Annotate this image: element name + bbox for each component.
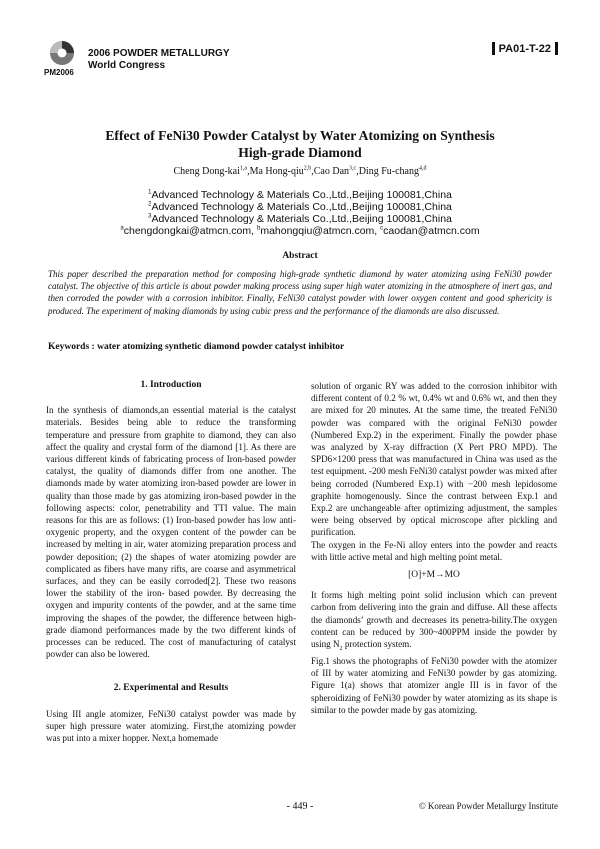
title-line-1: Effect of FeNi30 Powder Catalyst by Water Atomizing on Synthesis bbox=[105, 128, 495, 143]
right-paragraph: The oxygen in the Fe-Ni alloy enters into the powder and reacts with little active metal and high melting point metal. bbox=[311, 539, 557, 562]
right-paragraph: Fig.1 shows the photographs of FeNi30 powder with the atomizer of III by water atomizing and FeNi30 powder by gas atomizing. Figure 1(a) shows that atomizer angle III is in favor of the spheroidizing of FeNi30 powder by water atomizing as its shape is similar to the powder made by gas atomizing. bbox=[311, 656, 557, 715]
left-column bbox=[46, 379, 296, 744]
conference-line-2: World Congress bbox=[88, 60, 166, 71]
logo-text: PM2006 bbox=[44, 68, 74, 77]
author-sup: 1,a bbox=[239, 165, 248, 172]
author-name: Ding Fu-chang bbox=[358, 166, 419, 177]
affiliation-line: $^3$Advanced Technology & Materials Co.,Ltd.,Beijing 100081,China bbox=[148, 213, 452, 225]
author-name: Ma Hong-qiu bbox=[249, 166, 304, 177]
author-name: Cao Dan bbox=[313, 166, 350, 177]
pm2006-logo-icon bbox=[44, 40, 80, 86]
badge-bar-icon bbox=[492, 42, 495, 55]
paper-title bbox=[40, 127, 560, 161]
affiliations bbox=[40, 189, 560, 237]
email-link[interactable]: caodan@atmcn.com bbox=[383, 225, 480, 237]
keywords: Keywords : water atomizing synthetic diamond powder catalyst inhibitor bbox=[48, 342, 345, 352]
experimental-text: Using III angle atomizer, FeNi30 catalyst powder was made by super high pressure water atomizing. First,the atomizing powder was put into a mixer hopper. Next,a homemade bbox=[46, 708, 296, 744]
equation: [O]+M→MO bbox=[408, 570, 460, 581]
page-number: - 449 - bbox=[286, 801, 314, 812]
author-name: Cheng Dong-kai bbox=[173, 166, 240, 177]
affiliation-line: $^2$Advanced Technology & Materials Co.,Ltd.,Beijing 100081,China bbox=[148, 201, 452, 213]
author-sup: 2,b bbox=[303, 165, 312, 172]
paper-id-badge bbox=[492, 42, 558, 55]
right-paragraph: It forms high melting point solid inclusion which can prevent carbon from delivering into the grain and diffuse. All these affects the diamonds’ growth and decreases its penetra-bility.The oxygen content can be reduced by 300~400PPM inside the powder by using $N_2$ protection system. bbox=[311, 590, 557, 652]
right-column bbox=[311, 380, 557, 716]
email-link[interactable]: chengdongkai@atmcn.com bbox=[123, 225, 252, 237]
badge-bar-icon bbox=[555, 42, 558, 55]
section-heading-experimental: 2. Experimental and Results bbox=[113, 683, 229, 694]
copyright: © Korean Powder Metallurgy Institute bbox=[418, 801, 558, 811]
affiliation-line: $^1$Advanced Technology & Materials Co.,Ltd.,Beijing 100081,China bbox=[148, 189, 452, 201]
email-line: $^a$chengdongkai@atmcn.com, $^b$mahongqiu@atmcn.com, $^c$caodan@atmcn.com bbox=[120, 225, 480, 237]
conference-line-1: 2006 POWDER METALLURGY bbox=[88, 48, 230, 59]
author-sup: 3,c bbox=[349, 165, 357, 172]
right-paragraph: solution of organic RY was added to the corrosion inhibitor with different content of 0.2 % wt, 0.4% wt and 0.6% wt, and then they are mixed for 20 minutes. At the same time, the treated FeNi30 powder was compared with the original FeNi30 powder (Numbered Exp.2) in the experiment. Finally the powder phase was analyzed by X-ray diffraction (X Pert PRO MPD). The SPD6×1200 press that was manufactured in China was used as the test equipment. -200 mesh FeNi30 catalyst powder was mixed after being corroded (Numbered Exp.1) with −200 mesh lepidosome graphite homogenously. Since the contrast between Exp.1 and Exp.2 are unchangeable after optimizing adjustment, the samples were being observed by optical microscope after pickling and purification. bbox=[311, 381, 557, 538]
abstract-heading: Abstract bbox=[282, 251, 318, 261]
section-heading-introduction: 1. Introduction bbox=[140, 380, 202, 390]
author-list: Cheng Dong-kai$^{1,a}$,Ma Hong-qiu$^{2,b}$,Cao Dan$^{3,c}$,Ding Fu-chang$^{4,d}$ bbox=[173, 165, 427, 177]
conference-name bbox=[88, 48, 230, 72]
author-sup: 4,d bbox=[418, 165, 427, 172]
title-line-2: High-grade Diamond bbox=[238, 145, 362, 160]
paper-id-text: PA01-T-22 bbox=[498, 42, 551, 55]
introduction-text: In the synthesis of diamonds,an essential material is the catalyst materials. Besides being able to reduce the transforming temperature and pressure from graphite to diamond, they can also affect the quality and crystal form of the diamond [1]. As there are various different kinds of fabricating process of Iron-based powder catalyst, the quality of diamonds differ from one another. The diamonds made by water atomizing iron-based powder are lower in quality than those made by gas atomizing iron-based powder in the following aspects: color, penetrability and TTI value. The main reasons for this are as follows: (1) Iron-based powder has low anti-oxygenic property, and the oxygen content of the powder can be increased by melting in air, water atomizing preparation process and powder deposition; (2) the shapes of water atomizing powder are complicated as fibers have many rifts, are coarse and asymmetrical surfaces, and they can be easily corroded[2]. These two reasons lower the stability of the iron- based powder. By decreasing the oxygen and impurity contents of the powder, and at the same time improving the shapes of the powder, the difference between high-grade diamond performances made by the two different kinds of processes can be reduced. The cost of manufacturing of catalyst powder can also be lowered. bbox=[46, 405, 296, 660]
email-link[interactable]: mahongqiu@atmcn.com bbox=[260, 225, 375, 237]
abstract-text: This paper described the preparation method for composing high-grade synthetic diamond by water atomizing using FeNi30 powder catalyst. The objective of this article is about powder making process using super high water atomizing in the atmosphere of inert gas, and then corroded the powder with a corrosion inhibitor. Finally, FeNi30 catalyst powder with lower oxygen content and good sphericity is produced. The experiment of making diamonds by using cubic press and the performance of the diamonds are also discussed. bbox=[48, 269, 552, 316]
